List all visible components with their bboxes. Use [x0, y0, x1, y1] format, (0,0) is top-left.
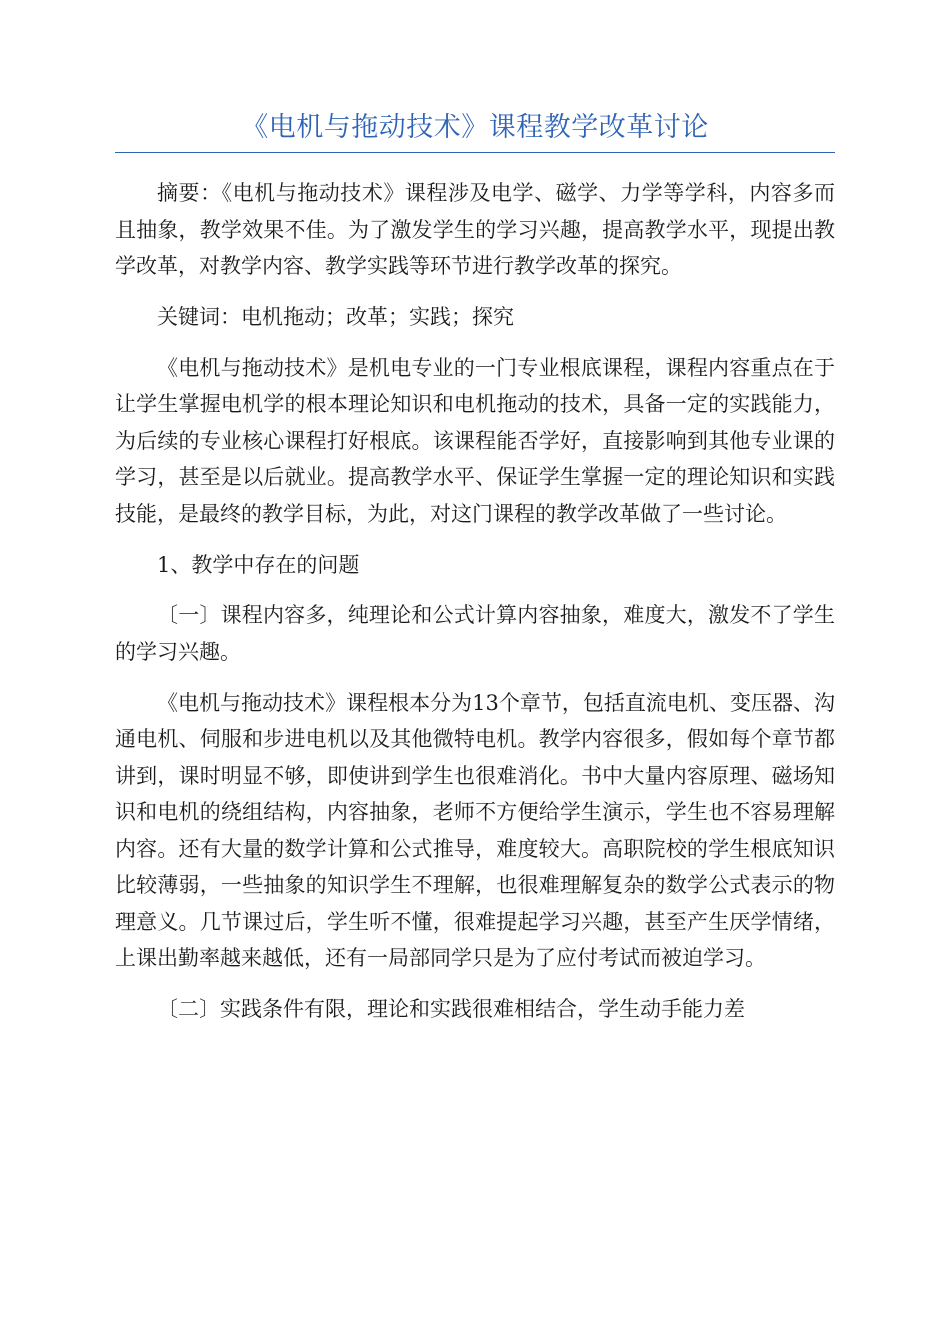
body-paragraph: 《电机与拖动技术》课程根本分为13个章节，包括直流电机、变压器、沟通电机、伺服和步进电机以及其他微特电机。教学内容很多，假如每个章节都讲到，课时明显不够，即使讲到学生也很难消化。书中大量内容原理、磁场知识和电机的绕组结构，内容抽象，老师不方便给学生演示，学生也不容易理解内容。还有大量的数学计算和公式推导，难度较大。高职院校的学生根底知识比较薄弱，一些抽象的知识学生不理解，也很难理解复杂的数学公式表示的物理意义。几节课过后，学生听不懂，很难提起学习兴趣，甚至产生厌学情绪，上课出勤率越来越低，还有一局部同学只是为了应付考试而被迫学习。	[115, 690, 835, 970]
section-heading: 1、教学中存在的问题	[157, 552, 360, 577]
document-page	[115, 108, 835, 1042]
title-underline	[115, 152, 835, 153]
keywords-paragraph: 关键词：电机拖动；改革；实践；探究	[157, 305, 514, 329]
abstract-paragraph: 摘要：《电机与拖动技术》课程涉及电学、磁学、力学等学科，内容多而且抽象，教学效果不佳。为了激发学生的学习兴趣，提高教学水平，现提出教学改革，对教学内容、教学实践等环节进行教学改革的探究。	[115, 181, 835, 278]
subsection-heading-2: 〔二〕实践条件有限，理论和实践很难相结合，学生动手能力差	[157, 997, 745, 1021]
subsection-heading-1: 〔一〕课程内容多，纯理论和公式计算内容抽象，难度大，激发不了学生的学习兴趣。	[115, 603, 835, 664]
intro-paragraph: 《电机与拖动技术》是机电专业的一门专业根底课程，课程内容重点在于让学生掌握电机学的根本理论知识和电机拖动的技术，具备一定的实践能力，为后续的专业核心课程打好根底。该课程能否学好，直接影响到其他专业课的学习，甚至是以后就业。提高教学水平、保证学生掌握一定的理论知识和实践技能，是最终的教学目标，为此，对这门课程的教学改革做了一些讨论。	[115, 355, 835, 526]
document-title: 《电机与拖动技术》课程教学改革讨论	[241, 112, 709, 143]
